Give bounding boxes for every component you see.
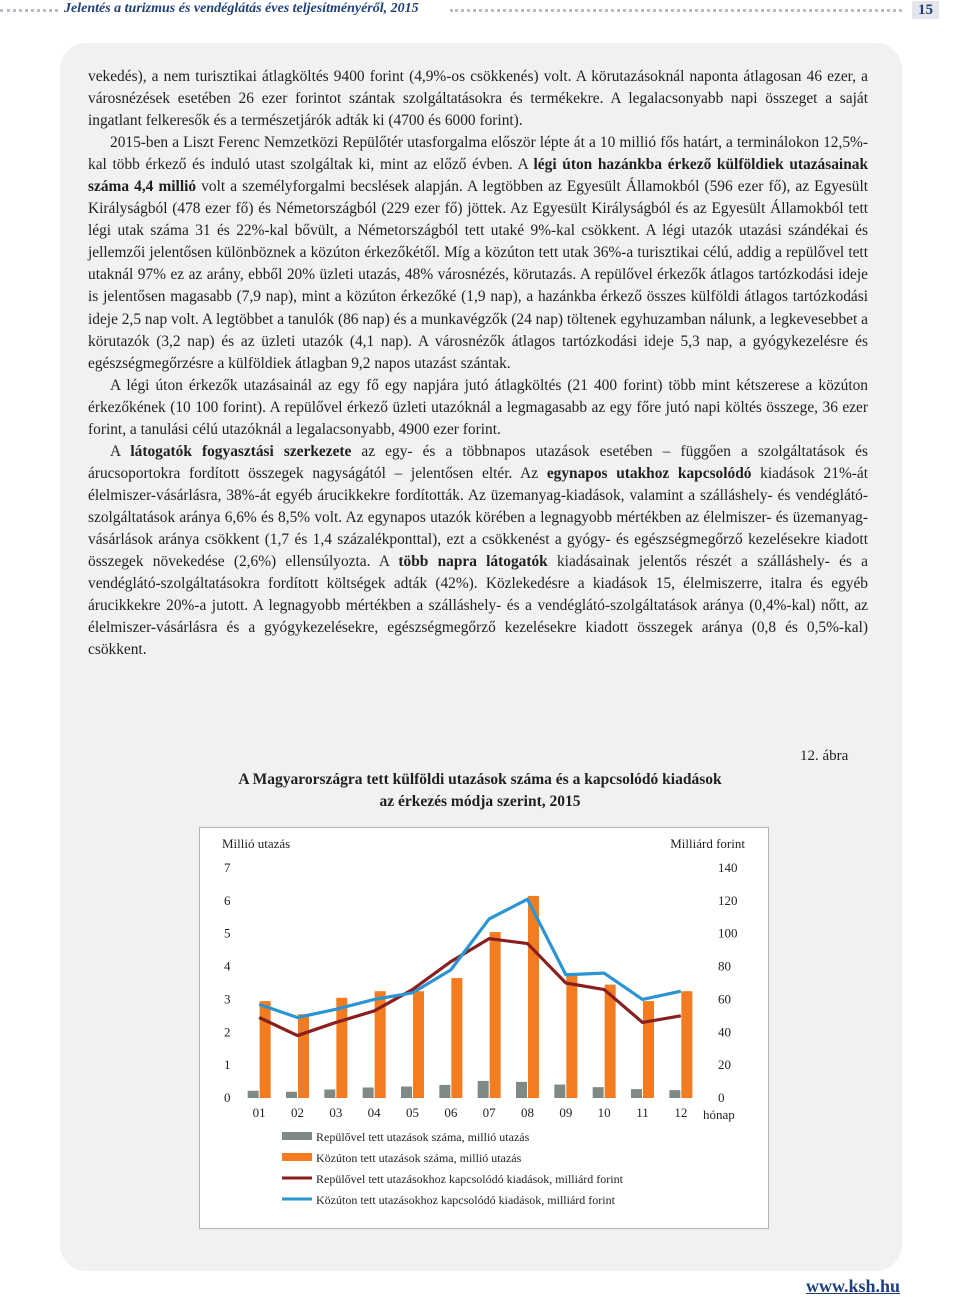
- bar-repulovel-utazasok: [478, 1081, 489, 1098]
- paragraph-2-bold: légi úton hazánkba érkező külföldiek utazásainak száma 4,4 millió: [88, 156, 869, 196]
- y-right-axis-label: Milliárd forint: [670, 836, 745, 851]
- bar-kozuton-utazasok: [336, 998, 347, 1098]
- paragraph-1: vekedés), a nem turisztikai átlagköltés 9400 forint (4,9%-os csökkenés) volt. A körutazásoknál naponta átlagosan 46 ezer, a városnézések esetében 26 ezer forintot szántak szolgáltatásokra és termékekre. A legalacsonyabb napi összeget a saját ingatlant felkeresők és a természetjárók adták ki (4700 és 6000 forint).: [88, 68, 868, 130]
- chart-frame: [199, 827, 769, 1229]
- bar-kozuton-utazasok: [681, 991, 692, 1098]
- y-left-axis-label: Millió utazás: [222, 836, 291, 851]
- paragraph-3: A légi úton érkezők utazásainál az egy fő egy napjára jutó átlagköltés (21 400 forint) több mint kétszerese a közúton érkezőkének (10 100 forint). A repülővel érkező üzleti utazóknál a legmagasabb az egy főre jutó napi költés összege, 36 ezer forint, a tanulási célú utazóknál a legalacsonyabb, 4900 ezer forint.: [88, 376, 868, 438]
- legend-label: Repülővel tett utazásokhoz kapcsolódó kiadások, milliárd forint: [316, 1172, 623, 1186]
- bar-kozuton-utazasok: [413, 991, 424, 1098]
- y-right-tick-label: 100: [718, 925, 738, 941]
- paragraph-4-text-e: kiadások 21%-át élelmiszer-vásárlásra, 38%-át egyéb árucikkekre fordították. Az üzemanyag-kiadások, valamint a szálláshely- és vendéglátó-szolgáltatások aránya 6,6% és 8,5% volt. Az egynapos utazók körében a legnagyobb mértékben az élelmiszer- és üzemanyag-vásárlások aránya csökkent (1,7 és 1,4 százalékponttal), ezt a csökkenést a gyógy- és egészségmegőrző kezelésekre kiadott összegek növekedése (2,6%) ellensúlyozta. A: [88, 464, 869, 571]
- y-left-tick-label: 6: [224, 892, 231, 908]
- paragraph-4-bold-2: egynapos utakhoz kapcsolódó: [546, 464, 752, 482]
- paragraph-4-text-a: A: [110, 442, 131, 460]
- bar-kozuton-utazasok: [451, 978, 462, 1098]
- header-dots-right: [450, 9, 902, 12]
- paragraph-4-text-c: az egy- és a többnapos utazások esetében – függően a szolgáltatások és árucsoportokra fordított összegek nagyságától – jelentősen eltér. Az: [88, 442, 868, 482]
- paragraph-4: [88, 441, 868, 661]
- y-left-tick-label: 2: [224, 1024, 231, 1040]
- bar-kozuton-utazasok: [643, 1001, 654, 1098]
- bar-repulovel-utazasok: [554, 1085, 565, 1098]
- body-text: [88, 66, 868, 661]
- bar-repulovel-utazasok: [439, 1085, 450, 1098]
- y-left-tick-label: 1: [224, 1057, 231, 1073]
- chart-title-line-1: A Magyarországra tett külföldi utazások száma és a kapcsolódó kiadások: [238, 771, 722, 788]
- y-left-tick-label: 4: [224, 958, 231, 974]
- y-right-tick-label: 120: [718, 892, 738, 908]
- x-tick-label: 09: [559, 1105, 573, 1120]
- y-right-tick-label: 0: [718, 1090, 725, 1105]
- paragraph-2-text-c: volt a személyforgalmi becslések alapján. A legtöbben az Egyesült Államokból (596 ezer fő), az Egyesült Királyságból (478 ezer fő) és Németországból (229 ezer fő) jöttek. Az Egyesült Királyságból és az Egyesült Államokból tett légi utak száma 31 és 22%-kal bővült, a Németországból tett utaké 9%-kal csökkent. A légi utazók utazási szándékai és jellemzői jelentősen különböznek a közúton érkezőkétől. Míg a közúton tett utak 36%-a turisztikai célú, addig a repülővel tett utaknál 97% ez az arány, ebből 20% üzleti utazás, 48% városnézés, körutazás. A repülővel érkezők átlagos tartózkodási ideje is jelentősen magasabb (7,9 nap), mint a közúton érkezőké (1,9 nap), a hazánkba érkező összes külföldi átlagos tartózkodási ideje 2,5 nap volt. A legtöbbet a tanulók (86 nap) és a munkavégzők (24 nap) töltenek egyhuzamban nálunk, a legkevesebbet a körutazók (3,2 nap) és az üzleti utazók (4,1 nap). A városnézők átlagos tartózkodási ideje 5,3 nap, a gyógykezelésre és egészségmegőrzésre a külföldiek átlagban 9,2 napos utazást szántak.: [88, 178, 869, 372]
- bar-repulovel-utazasok: [286, 1092, 297, 1098]
- chart-title-line-2: az érkezés módja szerint, 2015: [379, 793, 581, 810]
- x-tick-label: 07: [482, 1105, 496, 1120]
- bar-repulovel-utazasok: [516, 1082, 527, 1098]
- figure-number: 12. ábra: [800, 748, 849, 764]
- bar-repulovel-utazasok: [593, 1087, 604, 1098]
- legend-swatch-bar: [282, 1132, 312, 1140]
- bar-kozuton-utazasok: [260, 1001, 271, 1098]
- y-right-tick-label: 20: [718, 1057, 731, 1073]
- x-tick-label: 06: [444, 1105, 458, 1120]
- line-repulovel-kiadasok: [259, 939, 681, 1036]
- y-right-tick-label: 80: [718, 958, 731, 974]
- x-tick-label: 04: [367, 1105, 381, 1120]
- bar-kozuton-utazasok: [566, 975, 577, 1098]
- legend-label: Közúton tett utazások száma, millió utazás: [316, 1151, 522, 1165]
- x-tick-label: 03: [329, 1105, 343, 1120]
- x-axis-unit-label: hónap: [703, 1107, 735, 1122]
- x-tick-label: 12: [674, 1105, 688, 1120]
- y-right-tick-label: 40: [718, 1024, 731, 1040]
- bar-kozuton-utazasok: [298, 1014, 309, 1098]
- page-header: [0, 0, 960, 20]
- header-title: Jelentés a turizmus és vendéglátás éves teljesítményéről, 2015: [64, 1, 419, 16]
- bar-repulovel-utazasok: [669, 1090, 680, 1098]
- bar-repulovel-utazasok: [324, 1089, 335, 1098]
- paragraph-2-text-a: 2015-ben a Liszt Ferenc Nemzetközi Repülőtér utasforgalma először lépte át a 10 millió fős határt, a terminálokon 12,5%-kal több érkező és induló utast szolgáltak ki, mint az előző évben. A: [88, 134, 868, 174]
- legend-label: Repülővel tett utazások száma, millió utazás: [316, 1130, 530, 1144]
- paragraph-4-bold-3: több napra látogatók: [398, 553, 548, 571]
- bar-kozuton-utazasok: [528, 896, 539, 1098]
- y-left-tick-label: 3: [224, 991, 231, 1007]
- legend-label: Közúton tett utazásokhoz kapcsolódó kiadások, milliárd forint: [316, 1193, 615, 1207]
- bar-kozuton-utazasok: [605, 985, 616, 1098]
- chart-svg: [200, 828, 770, 1230]
- x-tick-label: 05: [406, 1105, 419, 1120]
- footer-link[interactable]: www.ksh.hu: [806, 1276, 901, 1296]
- y-left-tick-label: 7: [224, 860, 231, 875]
- paragraph-4-bold-1: látogatók fogyasztási szerkezete: [130, 442, 352, 460]
- y-left-tick-label: 5: [224, 925, 231, 941]
- y-left-tick-label: 0: [224, 1090, 231, 1105]
- chart-title: [110, 769, 850, 813]
- header-dots-left: [0, 9, 58, 12]
- y-right-tick-label: 140: [718, 860, 738, 875]
- paragraph-4-text-g: kiadásainak jelentős részét a szálláshely- és a vendéglátó-szolgáltatásokra fordított költségek adták (42%). Közlekedésre a kiadások 15, élelmiszerre, italra és egyéb árucikkekre 20%-a jutott. A legnagyobb mértékben a szálláshely- és a vendéglátó-szolgáltatások aránya (0,4%-kal) nőtt, az élelmiszer-vásárlásra és a gyógykezelésekre, egészségmegőrző kezelésekre kiadott összegek aránya (0,8 és 0,5%-kal) csökkent.: [88, 553, 868, 659]
- bar-repulovel-utazasok: [248, 1091, 259, 1098]
- bar-repulovel-utazasok: [363, 1087, 374, 1098]
- x-tick-label: 11: [636, 1105, 649, 1120]
- y-right-tick-label: 60: [718, 991, 731, 1007]
- x-tick-label: 10: [597, 1105, 611, 1120]
- legend-swatch-bar: [282, 1153, 312, 1161]
- bar-repulovel-utazasok: [631, 1089, 642, 1098]
- x-tick-label: 08: [521, 1105, 534, 1120]
- x-tick-label: 02: [291, 1105, 304, 1120]
- bar-kozuton-utazasok: [490, 932, 501, 1098]
- x-tick-label: 01: [252, 1105, 266, 1120]
- page-number: 15: [912, 1, 939, 19]
- bar-repulovel-utazasok: [401, 1087, 412, 1099]
- paragraph-2: [88, 132, 868, 375]
